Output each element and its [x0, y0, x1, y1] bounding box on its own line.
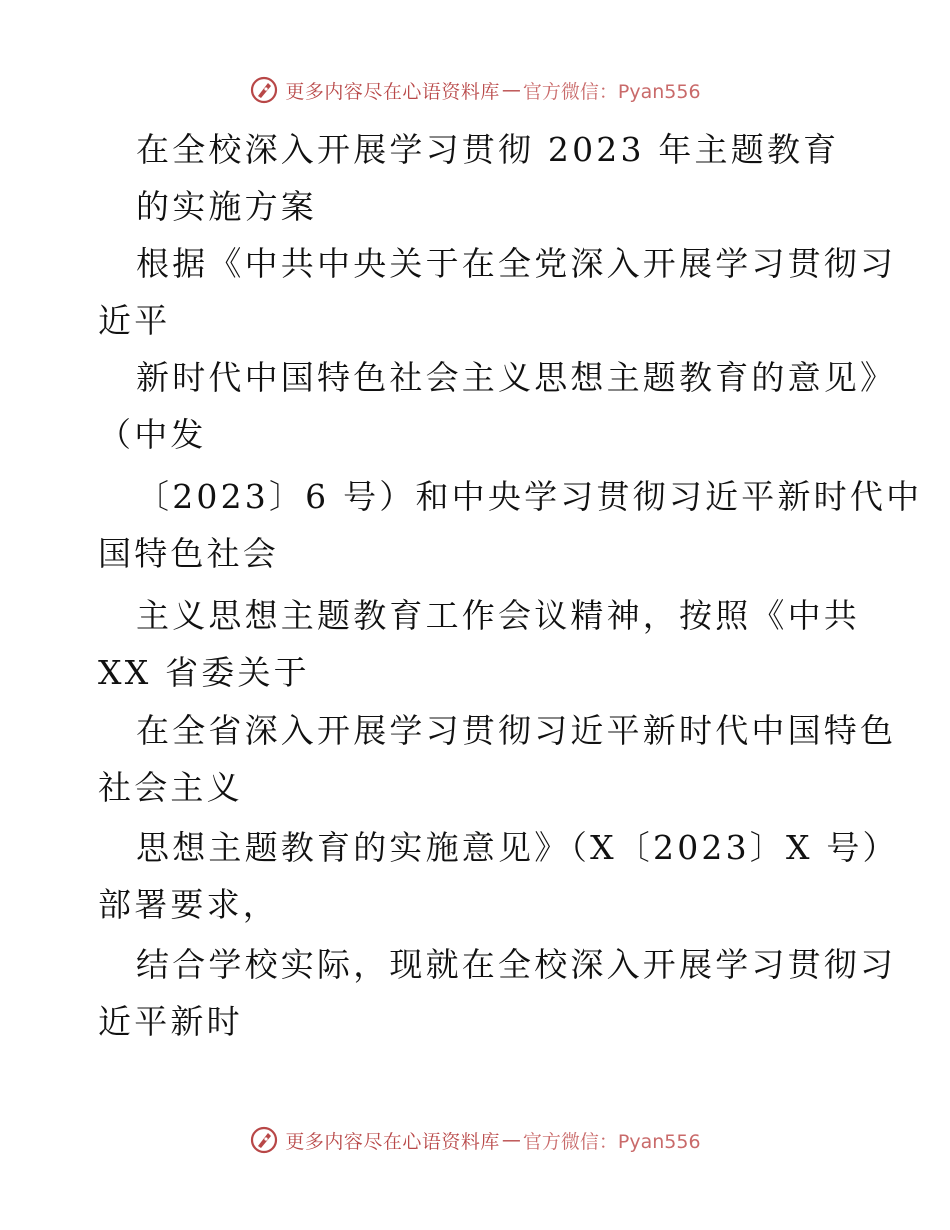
body-line: 近平新时 [98, 1002, 243, 1041]
body-line: 〔2023〕6 号）和中央学习贯彻习近平新时代中 [136, 477, 923, 516]
watermark-brand: 更多内容尽在心语资料库 [285, 80, 500, 103]
body-line: XX 省委关于 [98, 653, 310, 692]
body-line: 主义思想主题教育工作会议精神，按照《中共 [136, 596, 860, 635]
body-line: 近平 [98, 301, 171, 340]
body-line: 部署要求， [98, 885, 279, 924]
body-line: 社会主义 [98, 768, 243, 807]
body-line: 结合学校实际，现就在全校深入开展学习贯彻习 [136, 945, 897, 984]
watermark-brand: 更多内容尽在心语资料库 [285, 1130, 500, 1153]
watermark-contact: 官方微信：Pyan556 [522, 80, 701, 103]
document-title-line-2: 的实施方案 [136, 187, 317, 226]
watermark-separator: — [501, 1129, 521, 1151]
pen-nib-logo-icon [249, 75, 279, 105]
body-line: （中发 [98, 415, 207, 454]
watermark-separator: — [501, 79, 521, 101]
body-line: 思想主题教育的实施意见》（X〔2023〕X 号） [136, 828, 899, 867]
body-line: 在全省深入开展学习贯彻习近平新时代中国特色 [136, 711, 897, 750]
body-line: 国特色社会 [98, 534, 279, 573]
body-line: 根据《中共中央关于在全党深入开展学习贯彻习 [136, 244, 897, 283]
header-watermark [0, 72, 950, 108]
footer-watermark [0, 1122, 950, 1158]
watermark-contact: 官方微信：Pyan556 [522, 1130, 701, 1153]
body-line: 新时代中国特色社会主义思想主题教育的意见》 [136, 358, 897, 397]
pen-nib-logo-icon [249, 1125, 279, 1155]
document-title-line-1: 在全校深入开展学习贯彻 2023 年主题教育 [136, 130, 840, 169]
